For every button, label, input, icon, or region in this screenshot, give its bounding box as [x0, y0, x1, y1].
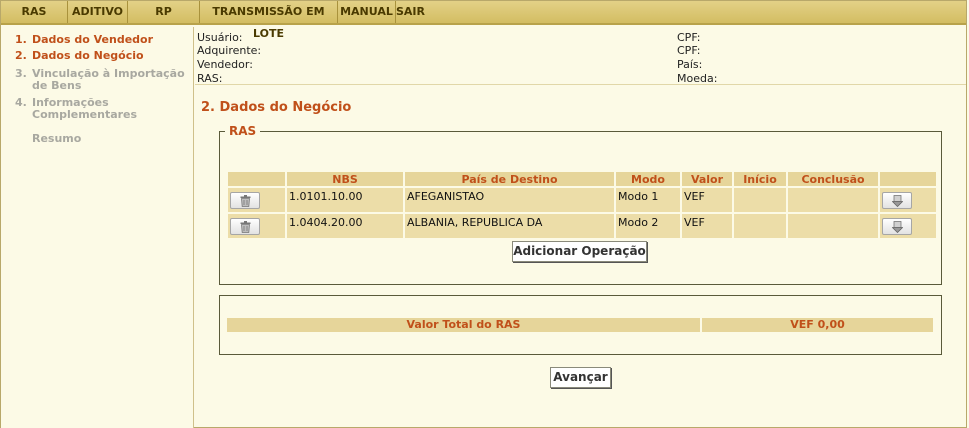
header-conclusao: Conclusão — [788, 172, 878, 186]
step-label-line1: Vinculação à Importação — [32, 67, 185, 80]
cell-inicio — [734, 214, 786, 238]
label-vendedor: Vendedor: — [197, 58, 253, 71]
label-ras: RAS: — [197, 72, 223, 85]
table-header-row — [228, 172, 936, 186]
menu-ras[interactable]: RAS — [1, 1, 68, 23]
add-operation-button[interactable]: Adicionar Operação — [512, 241, 647, 262]
header-nbs: NBS — [287, 172, 403, 186]
expand-row-button[interactable] — [882, 192, 912, 209]
cell-valor: VEF — [682, 214, 732, 238]
page-title: 2. Dados do Negócio — [201, 100, 352, 115]
cell-modo: Modo 1 — [616, 188, 680, 212]
step-vinculacao-importacao — [15, 68, 185, 92]
cell-conclusao — [788, 214, 878, 238]
expand-row-button[interactable] — [882, 218, 912, 235]
menu-aditivo[interactable]: ADITIVO — [68, 1, 128, 23]
delete-row-button[interactable] — [230, 192, 260, 209]
menu-sair[interactable]: SAIR — [396, 5, 425, 18]
trash-icon — [240, 195, 251, 207]
step-number: 2. — [15, 49, 27, 62]
cell-nbs: 1.0101.10.00 — [287, 188, 403, 212]
operations-table — [226, 170, 938, 240]
wizard-steps — [1, 27, 194, 428]
total-label: Valor Total do RAS — [227, 318, 700, 332]
next-button[interactable]: Avançar — [550, 367, 611, 388]
label-pais: País: — [677, 58, 703, 71]
step-label-line2: Complementares — [32, 108, 138, 121]
delete-row-button[interactable] — [230, 218, 260, 235]
step-number: 4. — [15, 96, 27, 109]
trash-icon — [240, 221, 251, 233]
step-informacoes-complementares — [15, 97, 137, 121]
label-cpf-usuario: CPF: — [677, 31, 701, 44]
step-resumo — [32, 133, 81, 145]
ras-legend: RAS — [225, 124, 260, 138]
label-usuario: Usuário: — [197, 31, 243, 44]
label-moeda: Moeda: — [677, 72, 718, 85]
cell-pais: AFEGANISTAO — [405, 188, 614, 212]
step-label-line1: Informações — [32, 96, 109, 109]
step-label-line2: de Bens — [32, 79, 82, 92]
cell-conclusao — [788, 188, 878, 212]
header-inicio: Início — [734, 172, 786, 186]
step-dados-vendedor[interactable] — [15, 34, 153, 46]
arrow-down-icon — [892, 221, 903, 233]
cell-nbs: 1.0404.20.00 — [287, 214, 403, 238]
cell-modo: Modo 2 — [616, 214, 680, 238]
header-valor: Valor — [682, 172, 732, 186]
step-number: 3. — [15, 67, 27, 80]
menu-manual[interactable]: MANUAL — [338, 1, 396, 23]
step-label: Dados do Vendedor — [32, 33, 154, 46]
menu-rp[interactable]: RP — [128, 1, 200, 23]
header-actions — [880, 172, 936, 186]
label-adquirente: Adquirente: — [197, 44, 262, 57]
step-label: Resumo — [32, 132, 82, 145]
table-row — [228, 188, 936, 212]
menu-transmissao-em-lote[interactable]: TRANSMISSÃO EM LOTE — [200, 1, 338, 23]
step-number: 1. — [15, 33, 27, 46]
cell-valor: VEF — [682, 188, 732, 212]
step-label: Dados do Negócio — [32, 49, 144, 62]
cell-inicio — [734, 188, 786, 212]
label-cpf-adquirente: CPF: — [677, 44, 701, 57]
total-value: VEF 0,00 — [702, 318, 933, 332]
header-pais-destino: País de Destino — [405, 172, 614, 186]
cell-pais: ALBANIA, REPUBLICA DA — [405, 214, 614, 238]
context-info-panel — [195, 27, 966, 85]
header-modo: Modo — [616, 172, 680, 186]
step-dados-negocio[interactable] — [15, 50, 144, 62]
header-empty — [228, 172, 285, 186]
arrow-down-icon — [892, 195, 903, 207]
table-row — [228, 214, 936, 238]
